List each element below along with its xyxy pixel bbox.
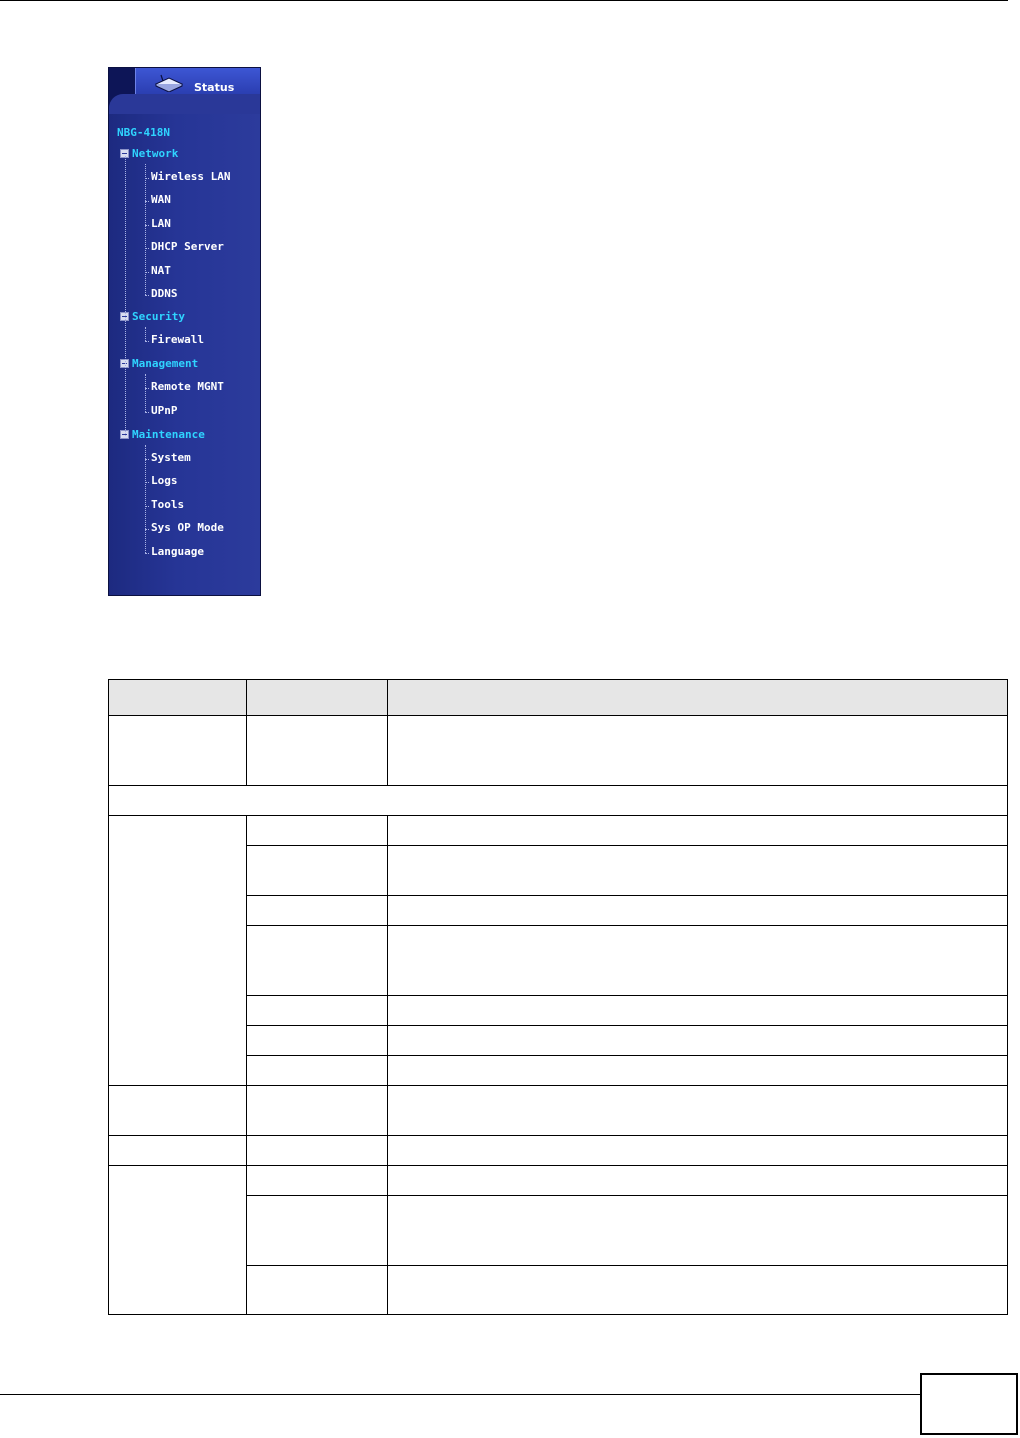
table-cell	[247, 996, 388, 1026]
table-cell	[388, 1026, 1008, 1056]
table-cell	[247, 716, 388, 786]
tree-branch	[145, 459, 149, 460]
table-cell	[388, 846, 1008, 896]
table-cell	[109, 1136, 247, 1166]
table-cell	[388, 1266, 1008, 1315]
nav-group-management[interactable]	[120, 357, 198, 370]
table-cell	[247, 1026, 388, 1056]
table-cell	[247, 1196, 388, 1266]
nav-item-wan[interactable]: WAN	[151, 193, 171, 206]
table-header-cell	[388, 680, 1008, 716]
nav-item-upnp[interactable]: UPnP	[151, 404, 178, 417]
table-cell	[109, 786, 1008, 816]
nav-tree	[109, 68, 260, 595]
menu-description-table	[108, 679, 1008, 1315]
table-cell	[247, 926, 388, 996]
nav-group-label: Management	[132, 357, 199, 370]
table-cell	[247, 1136, 388, 1166]
table-cell	[109, 1166, 247, 1315]
table-header-cell	[109, 680, 247, 716]
table-cell	[388, 816, 1008, 846]
table-cell	[388, 926, 1008, 996]
nav-group-maintenance[interactable]	[120, 428, 205, 441]
tree-connector	[145, 327, 146, 341]
footer-rule	[0, 1394, 920, 1395]
table-cell	[247, 1266, 388, 1315]
tree-branch	[145, 295, 149, 296]
nav-item-tools[interactable]: Tools	[151, 498, 185, 511]
table-row	[109, 816, 1008, 846]
tree-branch	[145, 553, 149, 554]
table-cell	[109, 716, 247, 786]
table-cell	[109, 1086, 247, 1136]
nav-group-label: Network	[132, 147, 179, 160]
table-cell	[388, 896, 1008, 926]
table-cell	[247, 846, 388, 896]
table-cell	[388, 996, 1008, 1026]
nav-group-label: Maintenance	[132, 428, 205, 441]
nav-item-language[interactable]: Language	[151, 545, 204, 558]
tree-branch	[145, 482, 149, 483]
table-header-row	[109, 680, 1008, 716]
table-cell	[247, 1086, 388, 1136]
tree-connector	[125, 156, 126, 436]
table-cell	[247, 896, 388, 926]
table-row	[109, 716, 1008, 786]
table-row	[109, 1136, 1008, 1166]
table-cell	[388, 1196, 1008, 1266]
table-cell	[109, 816, 247, 1086]
table-row	[109, 1086, 1008, 1136]
nav-item-sys-op-mode[interactable]: Sys OP Mode	[151, 521, 224, 534]
table-cell	[388, 1136, 1008, 1166]
nav-group-security[interactable]	[120, 310, 185, 323]
nav-item-dhcp-server[interactable]: DHCP Server	[151, 240, 224, 253]
table-row	[109, 1166, 1008, 1196]
nav-item-logs[interactable]: Logs	[151, 474, 178, 487]
tree-connector	[145, 445, 146, 553]
tree-branch	[145, 248, 149, 249]
table-cell	[388, 1166, 1008, 1196]
nav-item-remote-mgnt[interactable]: Remote MGNT	[151, 380, 224, 393]
tree-branch	[145, 225, 149, 226]
nav-item-ddns[interactable]: DDNS	[151, 287, 178, 300]
nav-group-network[interactable]	[120, 147, 178, 160]
tree-connector	[145, 374, 146, 412]
table-header-cell	[247, 680, 388, 716]
tree-branch	[145, 412, 149, 413]
nav-item-nat[interactable]: NAT	[151, 264, 171, 277]
nav-item-firewall[interactable]: Firewall	[151, 333, 204, 346]
nav-item-wireless-lan[interactable]: Wireless LAN	[151, 170, 231, 183]
table-section-row	[109, 786, 1008, 816]
tree-branch	[145, 201, 149, 202]
nav-root-device[interactable]: NBG-418N	[117, 126, 170, 139]
tree-branch	[145, 272, 149, 273]
tree-branch	[145, 506, 149, 507]
nav-group-label: Security	[132, 310, 185, 323]
table-cell	[388, 1056, 1008, 1086]
tree-branch	[145, 178, 149, 179]
table-cell	[247, 1056, 388, 1086]
tree-branch	[145, 388, 149, 389]
nav-item-lan[interactable]: LAN	[151, 217, 171, 230]
table-cell	[247, 816, 388, 846]
table-cell	[247, 1166, 388, 1196]
navigation-panel	[108, 67, 261, 596]
table-cell	[388, 716, 1008, 786]
tree-branch	[145, 341, 149, 342]
nav-item-system[interactable]: System	[151, 451, 191, 464]
header-rule	[0, 0, 1008, 1]
tree-branch	[145, 529, 149, 530]
status-tab-label: Status	[194, 81, 235, 94]
table-cell	[388, 1086, 1008, 1136]
page-number-box	[920, 1373, 1018, 1435]
tree-connector	[145, 164, 146, 295]
